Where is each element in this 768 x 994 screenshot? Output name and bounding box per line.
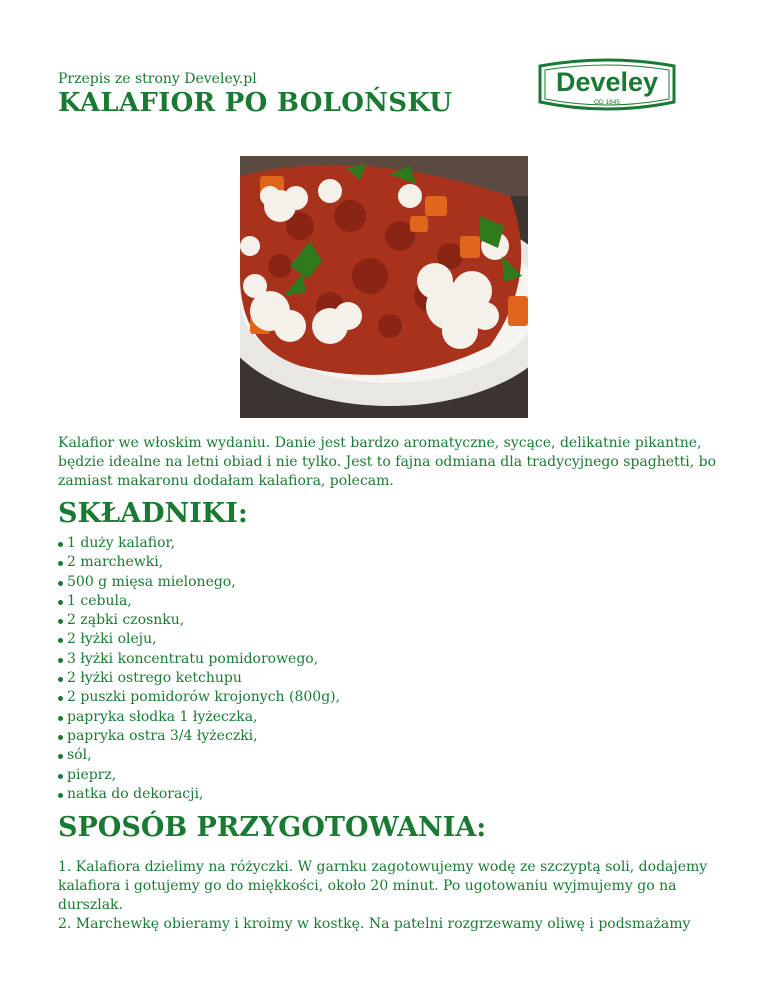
ingredient-item: 1 duży kalafior,	[58, 534, 340, 553]
svg-text:Develey: Develey	[555, 67, 659, 97]
preparation-heading: SPOSÓB PRZYGOTOWANIA:	[58, 812, 487, 843]
develey-logo	[534, 56, 680, 118]
ingredient-item: sól,	[58, 746, 340, 765]
intro-text: Kalafior we włoskim wydaniu. Danie jest bardzo aromatyczne, sycące, delikatnie pikantne, będzie idealne na letni obiad i nie tylko. Jest to fajna odmiana dla tradycyjnego spaghetti, bo zamiast makaronu dodałam kalafiora, polecam.	[58, 435, 717, 489]
dish-photo	[240, 156, 528, 418]
ingredient-item: 2 łyżki ostrego ketchupu	[58, 669, 340, 688]
source-line: Przepis ze strony Develey.pl	[58, 71, 257, 87]
svg-text:OD 1845: OD 1845	[593, 99, 621, 106]
ingredient-item: 2 ząbki czosnku,	[58, 611, 340, 630]
recipe-title: KALAFIOR PO BOLOŃSKU	[58, 88, 453, 118]
preparation-step: 1. Kalafiora dzielimy na różyczki. W garnku zagotowujemy wodę ze szczyptą soli, dodajemy kalafiora i gotujemy go do miękkości, około 20 minut. Po ugotowaniu wyjmujemy go na durszlak.	[58, 859, 708, 913]
ingredients-list	[58, 534, 340, 804]
ingredient-item: 2 łyżki oleju,	[58, 630, 340, 649]
ingredient-item: pieprz,	[58, 766, 340, 785]
ingredient-item: papryka ostra 3/4 łyżeczki,	[58, 727, 340, 746]
ingredient-item: papryka słodka 1 łyżeczka,	[58, 708, 340, 727]
ingredient-item: 3 łyżki koncentratu pomidorowego,	[58, 650, 340, 669]
ingredient-item: natka do dekoracji,	[58, 785, 340, 804]
ingredient-item: 2 puszki pomidorów krojonych (800g),	[58, 688, 340, 707]
ingredients-heading: SKŁADNIKI:	[58, 498, 248, 529]
ingredient-item: 2 marchewki,	[58, 553, 340, 572]
preparation-step: 2. Marchewkę obieramy i kroimy w kostkę. Na patelni rozgrzewamy oliwę i podsmażamy	[58, 916, 691, 932]
preparation-text	[58, 858, 728, 934]
ingredient-item: 1 cebula,	[58, 592, 340, 611]
ingredient-item: 500 g mięsa mielonego,	[58, 573, 340, 592]
